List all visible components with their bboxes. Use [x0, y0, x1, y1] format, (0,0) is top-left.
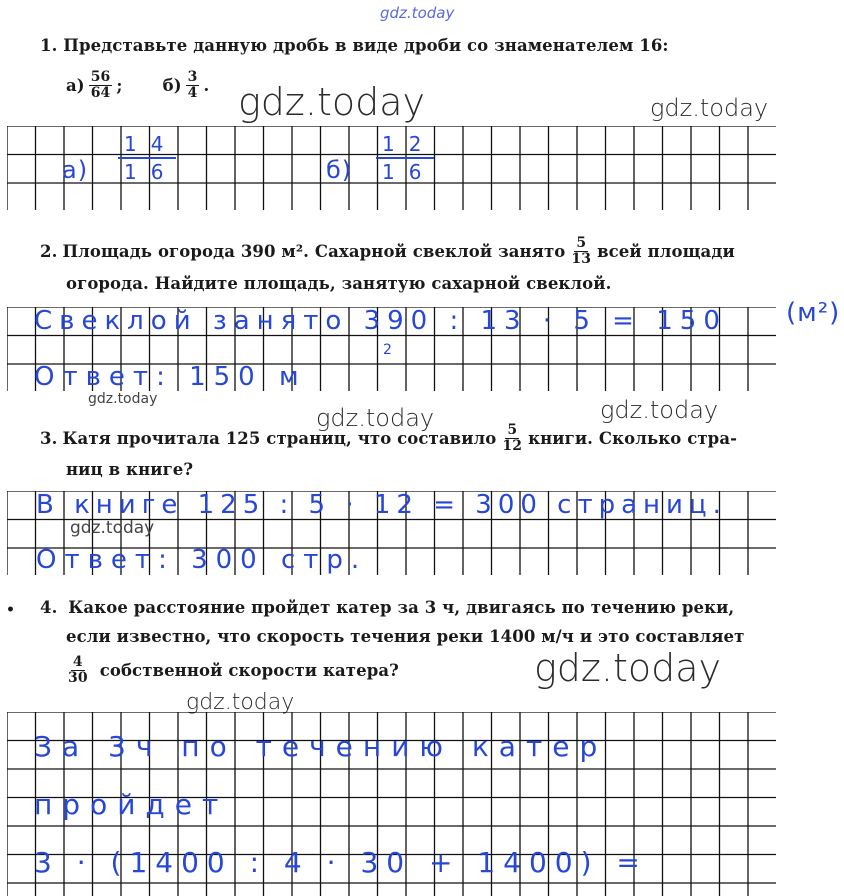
- task3-line1-pre: Катя прочитала 125 страниц, что составило: [62, 428, 497, 448]
- watermark-4: gdz.today: [316, 404, 435, 432]
- task1-statement: [40, 36, 669, 55]
- task1-a-numerator: 56: [90, 69, 111, 85]
- task1-a-label: а): [66, 75, 85, 95]
- task2-number: 2.: [40, 241, 58, 261]
- task1-end: .: [203, 75, 210, 95]
- task2-hw-unit: (м²): [786, 298, 841, 328]
- task1-hw-a-denominator: 16: [124, 160, 178, 184]
- task1-hw-a-label: а): [62, 156, 89, 184]
- task1-hw-b-fraction-bar: [376, 157, 434, 159]
- watermark-5: gdz.today: [600, 396, 719, 424]
- task2-denominator: 13: [571, 250, 592, 267]
- task3-number: 3.: [40, 428, 58, 448]
- task4-denominator: 30: [68, 669, 88, 686]
- task1-a-denominator: 64: [90, 84, 111, 101]
- task1-hw-b-label: б): [326, 156, 353, 184]
- task4-hw-line1: За 3ч по течению катер: [34, 730, 608, 763]
- watermark-top: gdz.today: [380, 4, 455, 22]
- task2-hw-line1: Свеклой занято 390 : 13 · 5 = 150: [34, 306, 727, 336]
- task1-b-label: б): [162, 75, 182, 95]
- task3-fraction: [500, 423, 524, 453]
- task4-statement-line3: [66, 655, 399, 685]
- task2-line1-post: всей площади: [597, 241, 735, 261]
- task3-hw-line2: Ответ: 300 стр.: [36, 545, 368, 575]
- task2-statement-line1: [40, 236, 735, 266]
- task1-b-denominator: 4: [187, 84, 198, 101]
- task1-a-fraction: [89, 70, 113, 100]
- watermark-1: gdz.today: [238, 80, 425, 124]
- task1-hw-b-numerator: 12: [382, 132, 436, 156]
- task1-b-fraction: [186, 70, 200, 100]
- task1-text: Представьте данную дробь в виде дроби со знаменателем 16:: [63, 36, 669, 55]
- task2-statement-line2: огорода. Найдите площадь, занятую сахарной свеклой.: [66, 274, 612, 293]
- task3-denominator: 12: [502, 437, 523, 454]
- task1-hw-b-denominator: 16: [382, 160, 436, 184]
- task3-line1-post: книги. Сколько стра-: [528, 428, 738, 448]
- watermark-3: gdz.today: [88, 391, 158, 407]
- watermark-7: gdz.today: [534, 646, 721, 690]
- task1-number: 1.: [40, 36, 58, 55]
- task1-hw-a-numerator: 14: [124, 132, 178, 156]
- task4-line1: Какое расстояние пройдет катер за 3 ч, двигаясь по течению реки,: [68, 598, 735, 617]
- task4-hw-line3: 3 · (1400 : 4 · 30 + 1400) =: [34, 846, 648, 879]
- task4-line3: собственной скорости катера?: [99, 660, 399, 680]
- task4-statement-line1: [40, 598, 734, 617]
- task3-hw-line1: В книге 125 : 5 · 12 = 300 страниц.: [36, 490, 727, 520]
- task1-separator: ;: [116, 75, 123, 95]
- task2-fraction: [569, 236, 593, 266]
- watermark-2: gdz.today: [650, 94, 769, 122]
- task4-number: 4.: [40, 598, 58, 617]
- watermark-6: gdz.today: [70, 518, 155, 538]
- task1-hw-a-fraction-bar: [118, 157, 176, 159]
- task1-options: [66, 70, 209, 100]
- task4-fraction: [66, 655, 90, 685]
- task3-statement-line1: [40, 423, 737, 453]
- task2-line1-pre: Площадь огорода 390 м². Сахарной свеклой занято: [62, 241, 566, 261]
- task4-statement-line2: если известно, что скорость течения реки 1400 м/ч и это составляет: [66, 627, 745, 646]
- task4-numerator: 4: [72, 654, 83, 670]
- task3-statement-line2: ниц в книге?: [66, 460, 194, 479]
- task1-b-numerator: 3: [187, 69, 198, 85]
- task4-bullet: •: [6, 602, 15, 618]
- task3-numerator: 5: [507, 422, 518, 438]
- task2-numerator: 5: [576, 235, 587, 251]
- task4-hw-line2: пройдет: [34, 788, 229, 821]
- watermark-8: gdz.today: [186, 690, 295, 715]
- task2-hw-line2: Ответ: 150 м: [34, 362, 307, 392]
- task2-hw-mark: 2: [383, 342, 393, 358]
